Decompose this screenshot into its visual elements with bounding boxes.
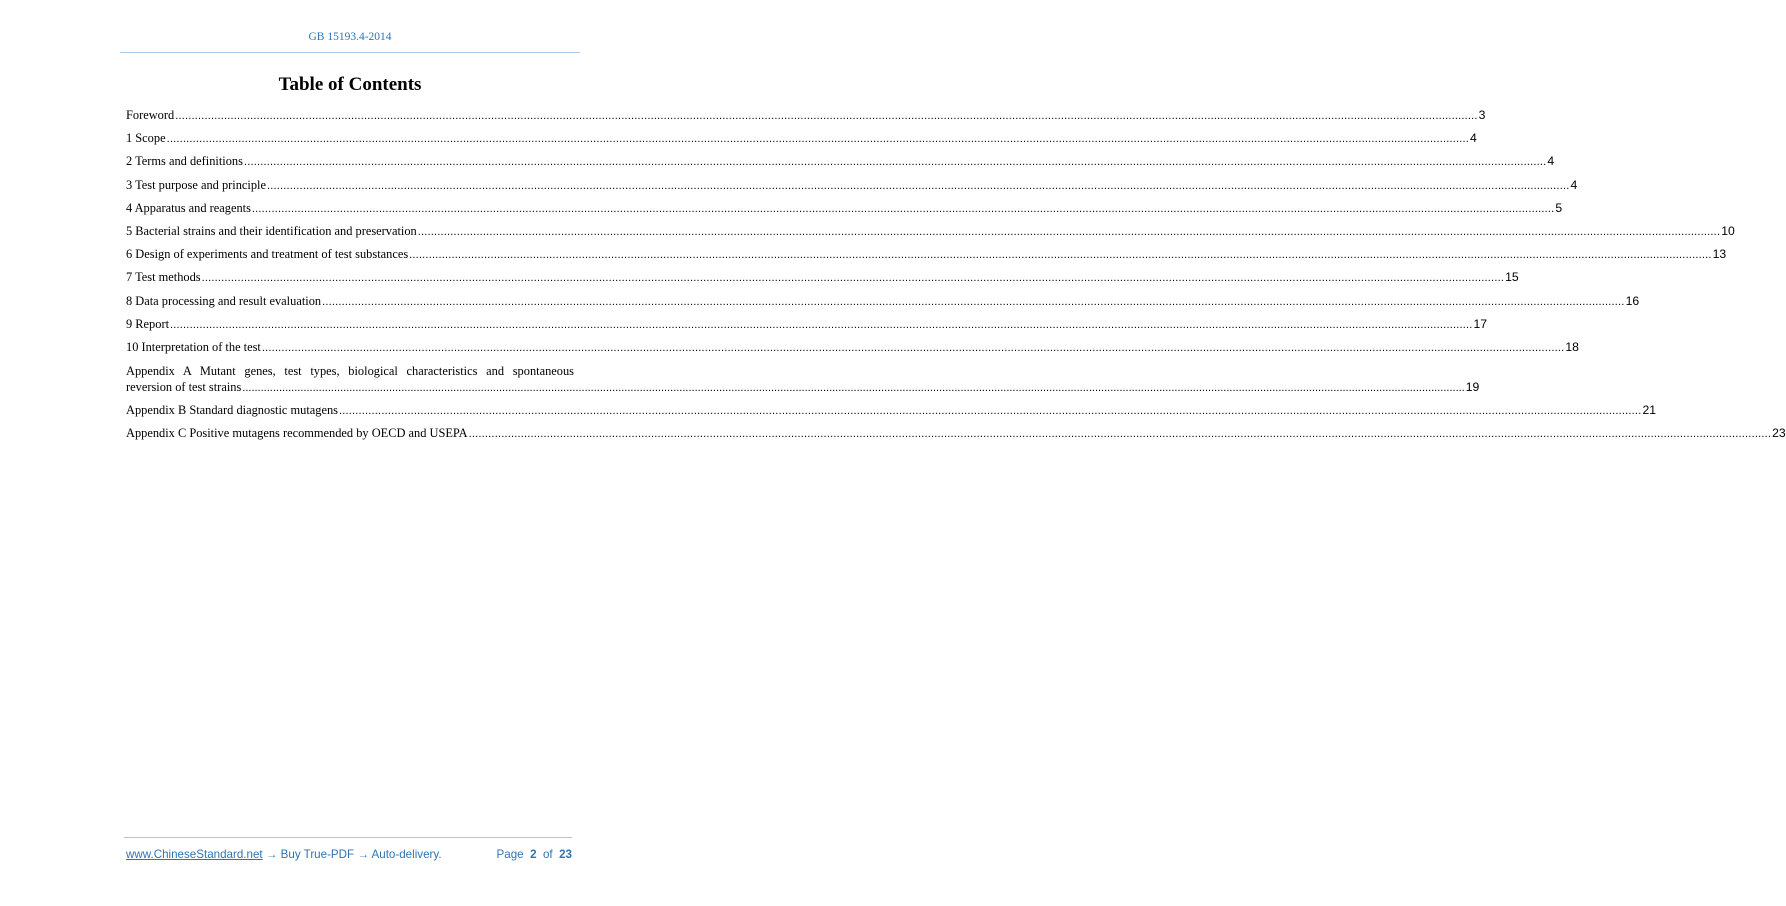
- toc-entry-label: 9 Report: [126, 316, 170, 331]
- standard-code-header: GB 15193.4-2014: [308, 31, 392, 43]
- toc-entry-page: 23: [1772, 426, 1786, 441]
- toc-entry-page: 17: [1473, 316, 1488, 331]
- toc-entry-label: 2 Terms and definitions: [126, 154, 243, 169]
- toc-entry-label: Appendix B Standard diagnostic mutagens: [126, 403, 338, 418]
- dot-leader: ................................................................................................................................................................................................................................................................................................................................................................................................................: [261, 341, 1565, 354]
- dot-leader: ................................................................................................................................................................................................................................................................................................................................................................................................................: [409, 249, 1712, 262]
- toc-entry-label: 4 Apparatus and reagents: [126, 200, 251, 215]
- toc-entry-label: 10 Interpretation of the test: [126, 339, 261, 354]
- footer-promo: [126, 848, 442, 861]
- toc-entry-page: 4: [1570, 177, 1578, 192]
- dot-leader: ................................................................................................................................................................................................................................................................................................................................................................................................................: [170, 318, 1473, 331]
- toc-entry-label: Appendix C Positive mutagens recommended by OECD and USEPA: [126, 426, 468, 441]
- toc-entry-page: 21: [1642, 403, 1657, 418]
- toc-entry-page: 16: [1625, 293, 1640, 308]
- page-footer: [126, 848, 572, 861]
- toc-entry-strains[interactable]: [126, 223, 1735, 247]
- toc-entry-page: 15: [1505, 270, 1519, 285]
- toc-entry-scope[interactable]: [126, 131, 1477, 154]
- dot-leader: ................................................................................................................................................................................................................................................................................................................................................................................................................: [267, 179, 1570, 192]
- footer-rule: [124, 837, 572, 838]
- toc-entry-label: 3 Test purpose and principle: [126, 177, 266, 192]
- dot-leader: ................................................................................................................................................................................................................................................................................................................................................................................................................: [175, 110, 1478, 122]
- toc-entry-page: 5: [1555, 200, 1563, 215]
- page-title: Table of Contents: [278, 74, 422, 95]
- toc-entry-page: 4: [1547, 154, 1555, 169]
- dot-leader: ................................................................................................................................................................................................................................................................................................................................................................................................................: [251, 202, 1555, 215]
- page-label: Page: [496, 848, 524, 861]
- dot-leader: ................................................................................................................................................................................................................................................................................................................................................................................................................: [201, 272, 1505, 285]
- page-total: 23: [559, 848, 572, 861]
- toc-entry-page: 19: [1465, 380, 1480, 395]
- toc-entry-label: Foreword: [126, 108, 175, 122]
- toc-entry-label: 8 Data processing and result evaluation: [126, 293, 322, 308]
- toc-entry-page: 10: [1721, 223, 1735, 238]
- toc-entry-label: 6 Design of experiments and treatment of test substances: [126, 247, 409, 262]
- page-indicator: [497, 848, 572, 861]
- promo-text: → Buy True-PDF → Auto-delivery.: [262, 848, 442, 861]
- toc-entry-label: 7 Test methods: [126, 270, 201, 285]
- page-current: 2: [530, 848, 537, 861]
- toc-entry-appendix-a[interactable]: [126, 363, 1480, 396]
- toc-entry-appendix-c[interactable]: [126, 426, 1786, 449]
- toc-entry-appendix-b[interactable]: [126, 403, 1657, 426]
- toc-entry-data-processing[interactable]: [126, 293, 1640, 317]
- toc-entry-page: 13: [1712, 247, 1727, 262]
- toc-entry-methods[interactable]: [126, 270, 1519, 293]
- table-of-contents: [126, 108, 1786, 449]
- toc-entry-interpretation[interactable]: [126, 339, 1579, 363]
- toc-entry-label-line1: Appendix A Mutant genes, test types, biological characteristics and spontaneous: [126, 364, 574, 379]
- toc-entry-terms[interactable]: [126, 154, 1555, 177]
- toc-entry-label: 5 Bacterial strains and their identification and preservation: [126, 223, 417, 238]
- toc-entry-page: 18: [1565, 339, 1579, 354]
- toc-entry-foreword[interactable]: [126, 108, 1486, 131]
- dot-leader: ................................................................................................................................................................................................................................................................................................................................................................................................................: [338, 405, 1642, 418]
- page-of: of: [542, 848, 553, 861]
- toc-entry-apparatus[interactable]: [126, 200, 1563, 224]
- toc-entry-design[interactable]: [126, 247, 1727, 270]
- toc-entry-page: 4: [1470, 131, 1477, 146]
- toc-entry-report[interactable]: [126, 316, 1488, 340]
- toc-entry-page: 3: [1478, 108, 1486, 122]
- dot-leader: ................................................................................................................................................................................................................................................................................................................................................................................................................: [417, 225, 1721, 238]
- toc-entry-label-line2: reversion of test strains: [126, 380, 242, 395]
- toc-entry-purpose[interactable]: [126, 177, 1578, 201]
- header-rule: [120, 0, 580, 53]
- website-link[interactable]: www.ChineseStandard.net: [126, 848, 263, 861]
- dot-leader: ................................................................................................................................................................................................................................................................................................................................................................................................................: [468, 428, 1772, 441]
- dot-leader: ................................................................................................................................................................................................................................................................................................................................................................................................................: [242, 382, 1465, 395]
- dot-leader: ................................................................................................................................................................................................................................................................................................................................................................................................................: [322, 295, 1625, 308]
- dot-leader: ................................................................................................................................................................................................................................................................................................................................................................................................................: [243, 156, 1547, 169]
- dot-leader: ................................................................................................................................................................................................................................................................................................................................................................................................................: [166, 133, 1470, 146]
- toc-entry-label: 1 Scope: [126, 131, 166, 146]
